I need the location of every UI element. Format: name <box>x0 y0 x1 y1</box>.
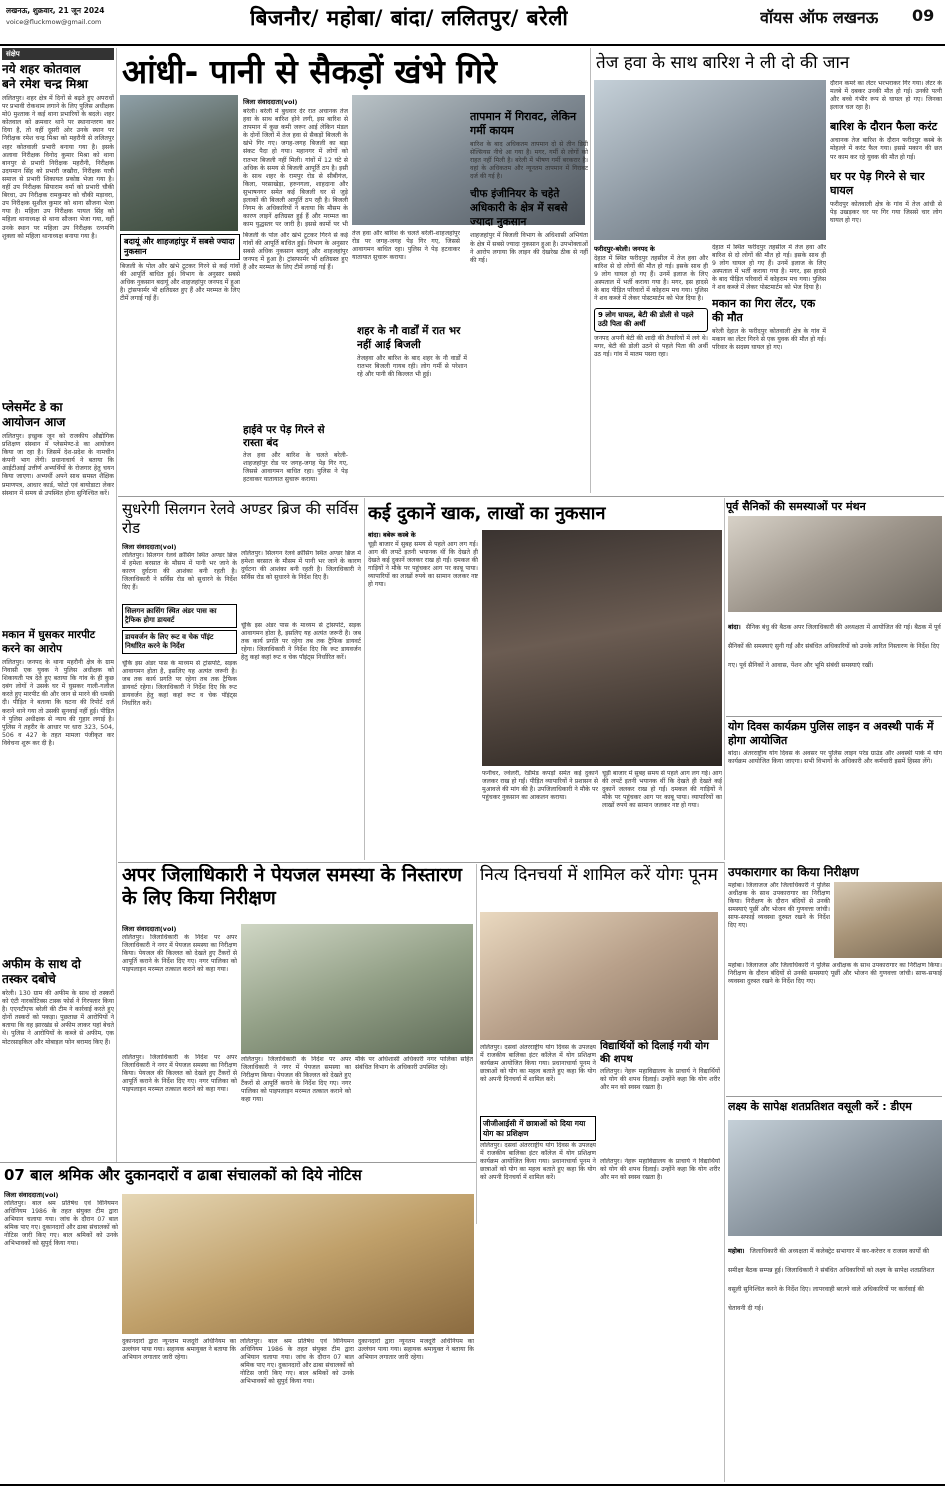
fire-caption-body: फर्नीचर, ज्वेलरी, रेडीमेड कपड़ों समेत कई दुकानें जलकर राख हो गईं। पीड़ित व्यापारियों ने प्रशासन से मुआवजे की मांग की है। उपजिलाधिकारी ने मौके पर पहुंचकर नुकसान का आकलन कराया। <box>482 770 598 802</box>
yoga-body-2: ललितपुर। दसवां अंतरराष्ट्रीय योग दिवस के उपलक्ष्य में राजकीय बालिका इंटर कॉलेज में योग प्रशिक्षण कार्यक्रम आयोजित किया गया। प्रधानाचार्या पूनम ने छात्राओं को योग का महत्व बताते हुए कहा कि योग को अपनी दिनचर्या में शामिल करें। <box>480 1142 596 1182</box>
left-story-3 <box>2 628 114 953</box>
left-story-1-headline-a: नये शहर कोतवाल <box>2 62 81 76</box>
left-story-1 <box>2 62 114 397</box>
rail-byline: जिला संवाददाता(vol) <box>122 543 177 551</box>
lead-sub1 <box>243 424 348 496</box>
farmer-dateline: बांदा। <box>728 623 741 631</box>
left-story-4-headline-a: अफीम के साथ दो <box>2 957 81 971</box>
lead-sub1-body: तेज हवा और बारिश के चलते बरेली-शाहजहांपुर रोड पर जगह-जगह पेड़ गिर गए, जिससे आवागमन बाधित रहा। पुलिस ने पेड़ हटवाकर यातायात सुचारू कराया। <box>243 452 348 484</box>
water-body-col3: ललितपुर। जिलाधिकारी के निर्देश पर अपर जिलाधिकारी ने नगर में पेयजल समस्या का निरीक्षण किया। पेयजल की किल्लत को देखते हुए टैंकरों से आपूर्ति कराने के निर्देश दिए गए। नगर पालिका को पाइपलाइन मरम्मत तत्काल कराने को कहा गया। <box>241 1056 351 1104</box>
yoga-body: ललितपुर। दसवां अंतरराष्ट्रीय योग दिवस के उपलक्ष्य में राजकीय बालिका इंटर कॉलेज में योग प्रशिक्षण कार्यक्रम आयोजित किया गया। प्रधानाचार्या पूनम ने छात्राओं को योग का महत्व बताते हुए कहा कि योग को अपनी दिनचर्या में शामिल करें। <box>480 1044 596 1084</box>
yoga-headline: नित्य दिनचर्या में शामिल करें योगः पूनम <box>480 865 718 885</box>
labour-body-4: दुकानदारों द्वारा न्यूनतम मजदूरी अधिनियम का उल्लंघन पाया गया। सहायक श्रमायुक्त ने बताया कि अभियान लगातार जारी रहेगा। <box>358 1338 474 1362</box>
left-story-3-body: ललितपुर। जनपद के थाना महरौनी क्षेत्र के ग्राम निवासी एक युवक ने पुलिस अधीक्षक को शिकायती पत्र देते हुए बताया कि गांव के ही कुछ दबंग लोगों ने उसके घर में घुसकर गाली-गलौज करते हुए मारपीट की और जान से मारने की धमकी दी। पीड़ित ने बताया कि घटना की रिपोर्ट दर्ज कराने थाने गया तो उसकी सुनवाई नहीं हुई। पीड़ित ने पुलिस अधीक्षक से न्याय की गुहार लगाई है। पुलिस ने तहरीर के आधार पर धारा 323, 504, 506 व 427 के तहत मामला पंजीकृत कर विवेचना शुरू कर दी है। <box>2 659 114 747</box>
lead-headline: आंधी- पानी से सैकड़ों खंभे गिरे <box>122 52 497 91</box>
header-date: लखनऊ, शुक्रवार, 21 जून 2024 <box>6 6 105 15</box>
rail-box2: डायवर्जन के लिए रूट व चेक पॉइंट निर्धारित करने के निर्देश <box>122 630 237 654</box>
revenue-photo <box>728 1120 942 1236</box>
left-story-2-headline-b: आयोजन आज <box>2 415 66 429</box>
storm-sub2-headline: बारिश के दौरान फैला करंट <box>830 120 938 134</box>
storm-col1 <box>594 244 708 494</box>
col-divider-2 <box>364 498 365 860</box>
yoga-sub <box>600 1040 720 1155</box>
left-story-2 <box>2 400 114 625</box>
left-story-4-headline-b: तस्कर दबोचे <box>2 972 56 986</box>
temp-body: बारिश के बाद अधिकतम तापमान दो से तीन डिग्री सेल्सियस नीचे आ गया है। मगर, गर्मी से लोगों को राहत नहीं मिली है। बरेली में भीषण गर्मी बरकरार है। वहां के अधिकतम और न्यूनतम तापमान में गिरावट दर्ज की गई है। <box>470 141 588 181</box>
storm-right-body: दौरान कमरे का लेंटर भरभराकर गिर गया। लेंटर के मलबे में दबकर उनकी मौत हो गई। उनकी पत्नी और बच्चे गंभीर रूप से घायल हो गए। जिनका इलाज चल रहा है। <box>830 80 942 112</box>
farmer-body-wrap <box>728 614 942 714</box>
section-tab-label: संक्षेप <box>6 50 20 58</box>
temp-headline: तापमान में गिरावट, लेकिन गर्मी कायम <box>470 110 577 137</box>
row-divider-jail <box>726 1096 942 1097</box>
col-divider-1 <box>590 48 591 493</box>
left-story-2-body: ललितपुर। इच्छुक जून को राजकीय औद्योगिक प्रशिक्षण संस्थान में प्लेसमेण्ट-डे का आयोजन किया जा रहा है। जिसमें देश-प्रदेश के नामचीन कंपनी भाग लेंगी। प्रधानाचार्य ने बताया कि आईटीआई उत्तीर्ण अभ्यर्थियों के रोजगार हेतु चयन किया जाएगा। अभ्यर्थी अपने साथ समस्त शैक्षिक प्रमाणपत्र, आधार कार्ड, फोटो एवं बायोडाटा लेकर संस्थान में समय से उपस्थित होना सुनिश्चित करें। <box>2 433 114 497</box>
fire-headline: कई दुकानें खाक, लाखों का नुकसान <box>368 503 606 524</box>
left-story-1-body: ललितपुर। शहर क्षेत्र में दिनों से बढ़ते हुए अपराधों पर प्रभावी रोकथाम लगाने के लिए पुलिस अधीक्षक मो0 मुश्ताक ने कई थाना प्रभारियों के बदले। शहर कोतवाल को क्रमवार थाने पर स्थानान्तरण कर दिया है, तो वहीं दूसरी ओर उनके स्थान पर निरीक्षक रमेश चन्द्र मिश्रा को महरौनी से ललितपुर शहर कोतवाली प्रभारी बनाया गया है। इसके अलावा निरीक्षक विनोद कुमार मिश्रा को थाना बानपुर से प्रभारी निरीक्षक महरौनी, निरीक्षक उदयमान सिंह को प्रभारी जखौरा, निरीक्षक यात्री समाज से प्रभारी शिकायत प्रकोष्ठ भेजा गया है। वहीं उप निरीक्षक सियाराम वर्मा को प्रभारी चौकी बिरधा, उप निरीक्षक रामकुमार को चौकी मड़ावरा, उप निरीक्षक सुशील कुमार को थाना सौजना भेजा गया है। महिला उप निरीक्षक पायल सिंह को महिला थानाध्यक्ष से थाना सौजना भेजा गया, वहीं उनके स्थान पर महिला उप निरीक्षक रत्नमणि शुक्ला को महिला थानाध्यक्ष बनाया गया है। <box>2 95 114 240</box>
fire-photo <box>482 530 722 766</box>
lead-body-col3: तेज हवा और बारिश के चलते बरेली-शाहजहांपुर रोड पर जगह-जगह पेड़ गिर गए, जिससे आवागमन बाधित रहा। पुलिस ने पेड़ हटवाकर यातायात सुचारू कराया। <box>352 230 460 262</box>
storm-col2 <box>712 244 826 494</box>
revenue-body: जिलाधिकारी की अध्यक्षता में कलेक्ट्रेट सभागार में कर-करेत्तर व राजस्व कार्यों की समीक्षा बैठक सम्पन्न हुई। जिलाधिकारी ने संबंधित अधिकारियों को लक्ष्य के सापेक्ष शतप्रतिशत वसूली सुनिश्चित करने के निर्देश दिए। लापरवाही बरतने वाले अधिकारियों पर कार्रवाई की चेतावनी दी गई। <box>728 1248 935 1312</box>
left-col-divider <box>116 48 117 1163</box>
row-divider-3 <box>0 1162 476 1163</box>
fire-col1 <box>368 530 478 860</box>
row-divider-farmer <box>726 716 942 717</box>
left-story-3-headline-a: मकान में घुसकर मारपीट <box>2 629 96 641</box>
yoga-police-headline: योग दिवस कार्यक्रम पुलिस लाइन व अवस्थी पार्क में होगा आयोजित <box>728 720 934 747</box>
col-divider-3 <box>724 498 725 860</box>
rail-headline: सुधरेगी सिलगन रेलवे अण्डर ब्रिज की सर्विस रोड <box>122 500 359 537</box>
labour-photo <box>122 1194 474 1334</box>
page-number: 09 <box>912 6 935 25</box>
lead-body-continued: बिजली के पोल और खंभे टूटकर गिरने से कई गांवों की आपूर्ति बाधित हुई। विभाग के अनुसार सबसे अधिक नुकसान बदायूं और शाहजहांपुर जनपद में हुआ है। ट्रांसफार्मर भी क्षतिग्रस्त हुए हैं और मरम्मत के लिए टीमें लगाई गई हैं। <box>243 232 348 272</box>
left-story-1-headline-b: बने रमेश चन्द्र मिश्रा <box>2 77 88 91</box>
masthead <box>0 0 945 44</box>
storm-headline: तेज हवा के साथ बारिश ने ली दो की जान <box>596 53 850 73</box>
storm-sub3-headline: घर पर पेड़ गिरने से चार घायल <box>830 169 925 197</box>
revenue-headline: लक्ष्य के सापेक्ष शतप्रतिशत वसूली करें : डीएम <box>728 1100 912 1113</box>
labour-body-2: दुकानदारों द्वारा न्यूनतम मजदूरी अधिनियम का उल्लंघन पाया गया। सहायक श्रमायुक्त ने बताया कि अभियान लगातार जारी रहेगा। <box>122 1338 236 1362</box>
left-story-4-body: बरेली। 130 ग्राम की अफीम के साथ दो तस्करों को एंटी नारकोटिक्स टास्क फोर्स ने गिरफ्तार किया है। एएनटीएफ बरेली की टीम ने कार्रवाई करते हुए दोनों तस्करों को पकड़ा। पूछताछ में आरोपियों ने बताया कि वह झारखंड से अफीम लाकर यहां बेचते थे। पुलिस ने आरोपियों के कब्जे से अफीम, एक मोटरसाइकिल और मोबाइल फोन बरामद किए हैं। <box>2 990 114 1046</box>
revenue-body-wrap <box>728 1238 942 1482</box>
jail-headline: उपकारागार का किया निरीक्षण <box>728 865 859 879</box>
storm-sub1-headline: मकान का गिरा लेंटर, एक की मौत <box>712 296 816 324</box>
water-photo <box>241 924 473 1054</box>
lead-box1-headline: बदायूं और शाहजहांपुर में सबसे ज्यादा नुकसान <box>120 234 240 260</box>
paper-name: वॉयस ऑफ लखनऊ <box>760 8 879 27</box>
lead-sub2-headline: शहर के नौ वार्डों में रात भर नहीं आई बिजली <box>357 324 467 352</box>
left-story-3-headline-b: करने का आरोप <box>2 643 62 655</box>
water-byline: जिला संवाददाता(vol) <box>122 925 177 933</box>
lead-byline: जिला संवाददाता(vol) <box>243 98 298 106</box>
header-email: voice@fluckmow@gmail.com <box>6 18 102 26</box>
lead-photo-1 <box>120 95 238 231</box>
rail-body-col2b: चूंकि इस अंडर पास के माध्यम से ट्रांसपोर्ट, सड़क आवागमन होता है, इसलिए यह अत्यंत जरूरी है। जब तक कार्य प्रगति पर रहेगा तब तक ट्रैफिक डायवर्ट रहेगा। जिलाधिकारी ने निर्देश दिए कि रूट डायवर्जन हेतु कहां कहां रूट व चेक पॉइंट्स निर्धारित करें। <box>241 622 361 662</box>
storm-sub1-body: बरेली देहात के फरीदपुर कोतवाली क्षेत्र के गांव में मकान का लेंटर गिरने से एक युवक की मौत हो गई। परिवार के सदस्य घायल हो गए। <box>712 327 826 351</box>
lead-body: बरेली। बरेली में बुधवार देर रात अचानक तेज हवा के साथ बारिश होने लगी, इस बारिश से तापमान में कुछ कमी जरूर आई लेकिन मंडल के दोनों जिलों में तेज हवा से सैकड़ों बिजली के खंभे गिर गए। जगह-जगह बिजली का बड़ा संकट पैदा हो गया। महानगर में लोगों को रातभर बिजली नहीं मिली। गांवों में 12 घंटे से अधिक के समय से बिजली आपूर्ति ठप है। इसी के साथ शहर के रामपुर रोड से सीबीगंज, किला, परसाखेड़ा, हरुनगला, शाहदाना और सुभाषनगर समेत कई बिजली घर से जुड़े इलाकों की बिजली आपूर्ति ठप रही है। बिजली निगम के अधिकारियों ने बताया कि मौसम के कारण लाइनें क्षतिग्रस्त हुई हैं और मरम्मत का काम युद्धस्तर पर जारी है। इससे कामों पर भी <box>243 108 348 228</box>
storm-box-body: जनपद अपनी बेटी की शादी की तैयारियों में लगे थे। मगर, बेटी की डोली उठने से पहले पिता की अर्थी उठ गई। गांव में मातम पसरा रहा। <box>594 334 708 358</box>
storm-body: देहात में स्थित फरीदपुर तहसील में तेज हवा और बारिश से दो लोगों की मौत हो गई। इसके साथ ही 9 लोग घायल हो गए हैं। उनमें इलाज के लिए अस्पताल में भर्ती कराया गया है। मगर, इस हादसे के बाद पीड़ित परिवारों में कोहराम मच गया। पुलिस ने शव कब्जे में लेकर पोस्टमार्टम को भेज दिया है। <box>594 255 708 303</box>
labour-body: ललितपुर। बाल श्रम प्रतिषेध एवं विनियमन अधिनियम 1986 के तहत संयुक्त टीम द्वारा अभियान चलाया गया। जांच के दौरान 07 बाल श्रमिक पाए गए। दुकानदारों और ढाबा संचालकों को नोटिस जारी किए गए। बाल श्रमिकों को उनके अभिभावकों को सुपुर्द किया गया। <box>4 1200 118 1248</box>
temp-story <box>470 110 588 495</box>
rail-body-2: चूंकि इस अंडर पास के माध्यम से ट्रांसपोर्ट, सड़क आवागमन होता है, इसलिए यह अत्यंत जरूरी है। जब तक कार्य प्रगति पर रहेगा तब तक ट्रैफिक डायवर्ट रहेगा। जिलाधिकारी ने निर्देश दिए कि रूट डायवर्जन हेतु कहां कहां रूट व चेक पॉइंट्स निर्धारित करें। <box>122 660 237 708</box>
fire-dateline: बांदा। बबेरू कस्बे के <box>368 531 416 539</box>
water-body: ललितपुर। जिलाधिकारी के निर्देश पर अपर जिलाधिकारी ने नगर में पेयजल समस्या का निरीक्षण किया। पेयजल की किल्लत को देखते हुए टैंकरों से आपूर्ति कराने के निर्देश दिए गए। नगर पालिका को पाइपलाइन मरम्मत तत्काल कराने को कहा गया। <box>122 934 237 974</box>
temp-sub-body: शाहजहांपुर में बिजली विभाग के अधिशासी अभियंता के क्षेत्र में सबसे ज्यादा नुकसान हुआ है। उपभोक्ताओं ने आरोप लगाया कि लाइन की देखरेख ठीक से नहीं की गई। <box>470 232 588 264</box>
farmer-photo <box>728 516 942 612</box>
jail-photo <box>834 882 942 958</box>
labour-headline: 07 बाल श्रमिक और दुकानदारों व ढाबा संचालकों को दिये नोटिस <box>4 1166 362 1184</box>
storm-photo <box>594 80 826 240</box>
lead-sub1-headline: हाईवे पर पेड़ गिरने से रास्ता बंद <box>243 424 325 449</box>
lead-sub2-body: तेजहवा और बारिश के बाद शहर के नौ वार्डों में रातभर बिजली गायब रही। लोग गर्मी से परेशान रहे और पानी की किल्लत भी हुई। <box>357 355 467 379</box>
col-divider-5 <box>724 862 725 1482</box>
temp-sub-headline: चीफ इंजीनियर के चहेते अधिकारी के क्षेत्र में सबसे ज्यादा नुकसान <box>470 188 568 229</box>
fire-body: चूड़ी बाजार में सुबह समय से पहले आग लग गई। आग की लपटें इतनी भयानक थीं कि देखते ही देखते कई दुकानें जलकर राख हो गईं। दमकल की गाड़ियों ने मौके पर पहुंचकर आग पर काबू पाया। व्यापारियों का लाखों रुपये का सामान जलकर नष्ट हो गया। <box>368 541 478 589</box>
yoga-police-body: बांदा। अंतरराष्ट्रीय योग दिवस के अवसर पर पुलिस लाइन परेड ग्राउंड और अवस्थी पार्क में योग कार्यक्रम आयोजित किया जाएगा। सभी विभागों के अधिकारी और कर्मचारी इसमें हिस्सा लेंगे। <box>728 750 942 766</box>
yoga-body-3: ललितपुर। नेहरू महाविद्यालय के प्राचार्य ने विद्यार्थियों को योग की शपथ दिलाई। उन्होंने कहा कि योग शरीर और मन को स्वस्थ रखता है। <box>600 1158 720 1182</box>
labour-body-3: ललितपुर। बाल श्रम प्रतिषेध एवं विनियमन अधिनियम 1986 के तहत संयुक्त टीम द्वारा अभियान चलाया गया। जांच के दौरान 07 बाल श्रमिक पाए गए। दुकानदारों और ढाबा संचालकों को नोटिस जारी किए गए। बाल श्रमिकों को उनके अभिभावकों को सुपुर्द किया गया। <box>240 1338 354 1386</box>
storm-dateline: फरीदपुर-बरेली। जनपद के <box>594 245 655 253</box>
jail-body-2: महोबा। जिलाजज और जिलाधिकारी ने पुलिस अधीक्षक के साथ उपकारागार का निरीक्षण किया। निरीक्षण के दौरान बंदियों से उनकी समस्याएं पूछीं और भोजन की गुणवत्ता जांची। साफ-सफाई व्यवस्था दुरुस्त रखने के निर्देश दिए गए। <box>728 962 942 986</box>
yoga-photo <box>480 912 718 1040</box>
yoga-box: जीजीआईसी में छात्राओं को दिया गया योग का प्रशिक्षण <box>480 1116 596 1141</box>
labour-byline: जिला संवाददाता(vol) <box>4 1191 59 1199</box>
lead-box1 <box>120 234 240 494</box>
fire-caption-body-2: चूड़ी बाजार में सुबह समय से पहले आग लग गई। आग की लपटें इतनी भयानक थीं कि देखते ही देखते कई दुकानें जलकर राख हो गईं। दमकल की गाड़ियों ने मौके पर पहुंचकर आग पर काबू पाया। व्यापारियों का लाखों रुपये का सामान जलकर नष्ट हो गया। <box>602 770 722 810</box>
header-divider <box>0 44 945 46</box>
lead-box1-body: बिजली के पोल और खंभे टूटकर गिरने से कई गांवों की आपूर्ति बाधित हुई। विभाग के अनुसार सबसे अधिक नुकसान बदायूं और शाहजहांपुर जनपद में हुआ है। ट्रांसफार्मर भी क्षतिग्रस्त हुए हैं और मरम्मत के लिए टीमें लगाई गई हैं। <box>120 263 240 303</box>
water-body-col2: ललितपुर। जिलाधिकारी के निर्देश पर अपर जिलाधिकारी ने नगर में पेयजल समस्या का निरीक्षण किया। पेयजल की किल्लत को देखते हुए टैंकरों से आपूर्ति कराने के निर्देश दिए गए। नगर पालिका को पाइपलाइन मरम्मत तत्काल कराने को कहा गया। <box>122 1054 237 1094</box>
yoga-sub-body: ललितपुर। नेहरू महाविद्यालय के प्राचार्य ने विद्यार्थियों को योग की शपथ दिलाई। उन्होंने कहा कि योग शरीर और मन को स्वस्थ रखता है। <box>600 1068 720 1092</box>
row-divider-1 <box>118 496 944 497</box>
left-story-4 <box>2 957 114 1162</box>
farmer-body: सैनिक बंधु की बैठक अपर जिलाधिकारी की अध्यक्षता में आयोजित की गई। बैठक में पूर्व सैनिकों की समस्याएं सुनी गईं और संबंधित अधिकारियों को उनके त्वरित निस्तारण के निर्देश दिए गए। पूर्व सैनिकों ने आवास, पेंशन और भूमि संबंधी समस्याएं रखीं। <box>728 624 941 669</box>
header-districts: बिजनौर/ महोबा/ बांदा/ ललितपुर/ बरेली <box>250 6 569 30</box>
water-headline: अपर जिलाधिकारी ने पेयजल समस्या के निस्तारण के लिए किया निरीक्षण <box>122 864 462 909</box>
storm-right-col <box>830 80 942 490</box>
lead-sub2 <box>357 324 467 494</box>
rail-box1: सिलगन क्रासिंग स्थित अंडर पास का ट्रैफिक होगा डायवर्ट <box>122 604 237 628</box>
section-tab <box>2 48 114 60</box>
yoga-sub-headline: विद्यार्थियों को दिलाई गयी योग की शपथ <box>600 1041 709 1065</box>
revenue-dateline: महोबा। <box>728 1247 745 1255</box>
storm-col2-body: देहात में स्थित फरीदपुर तहसील में तेज हवा और बारिश से दो लोगों की मौत हो गई। इसके साथ ही 9 लोग घायल हो गए हैं। उनमें इलाज के लिए अस्पताल में भर्ती कराया गया है। मगर, इस हादसे के बाद पीड़ित परिवारों में कोहराम मच गया। पुलिस ने शव कब्जे में लेकर पोस्टमार्टम को भेज दिया है। <box>712 244 826 292</box>
left-story-2-headline-a: प्लेसमेंट डे का <box>2 400 63 414</box>
storm-box: 9 लोग घायल, बेटी की डोली से पहले उठी पिता की अर्थी <box>594 308 708 332</box>
water-body2: मौके पर अधिशासी अधिकारी नगर पालिका सहित संबंधित विभाग के अधिकारी उपस्थित रहे। <box>355 1056 473 1072</box>
storm-sub2-body: अचानक तेज बारिश के दौरान फरीदपुर कस्बे के मोहल्ले में करंट फैल गया। इससे मकान की छत पर काम कर रहे युवक की मौत हो गई। <box>830 137 942 161</box>
farmer-headline: पूर्व सैनिकों की समस्याओं पर मंथन <box>726 500 942 514</box>
storm-sub3-body: फरीदपुर कोतवाली क्षेत्र के गांव में तेज आंधी से पेड़ उखड़कर घर पर गिर गया जिससे चार लोग घायल हो गए। <box>830 200 942 224</box>
row-divider-2 <box>118 862 724 863</box>
col-divider-4 <box>476 864 477 1224</box>
rail-body-col2: ललितपुर। सिलगन रेलवे क्रॉसिंग स्थित अण्डर ब्रिज में हमेशा बरसात के मौसम में पानी भर जाने के कारण दुर्घटना की आशंका बनी रहती है। जिलाधिकारी ने सर्विस रोड को सुधारने के निर्देश दिए हैं। <box>241 550 361 582</box>
rail-body: ललितपुर। सिलगन रेलवे क्रॉसिंग स्थित अण्डर ब्रिज में हमेशा बरसात के मौसम में पानी भर जाने के कारण दुर्घटना की आशंका बनी रहती है। जिलाधिकारी ने सर्विस रोड को सुधारने के निर्देश दिए हैं। <box>122 552 237 592</box>
jail-body: महोबा। जिलाजज और जिलाधिकारी ने पुलिस अधीक्षक के साथ उपकारागार का निरीक्षण किया। निरीक्षण के दौरान बंदियों से उनकी समस्याएं पूछीं और भोजन की गुणवत्ता जांची। साफ-सफाई व्यवस्था दुरुस्त रखने के निर्देश दिए गए। <box>728 882 830 930</box>
